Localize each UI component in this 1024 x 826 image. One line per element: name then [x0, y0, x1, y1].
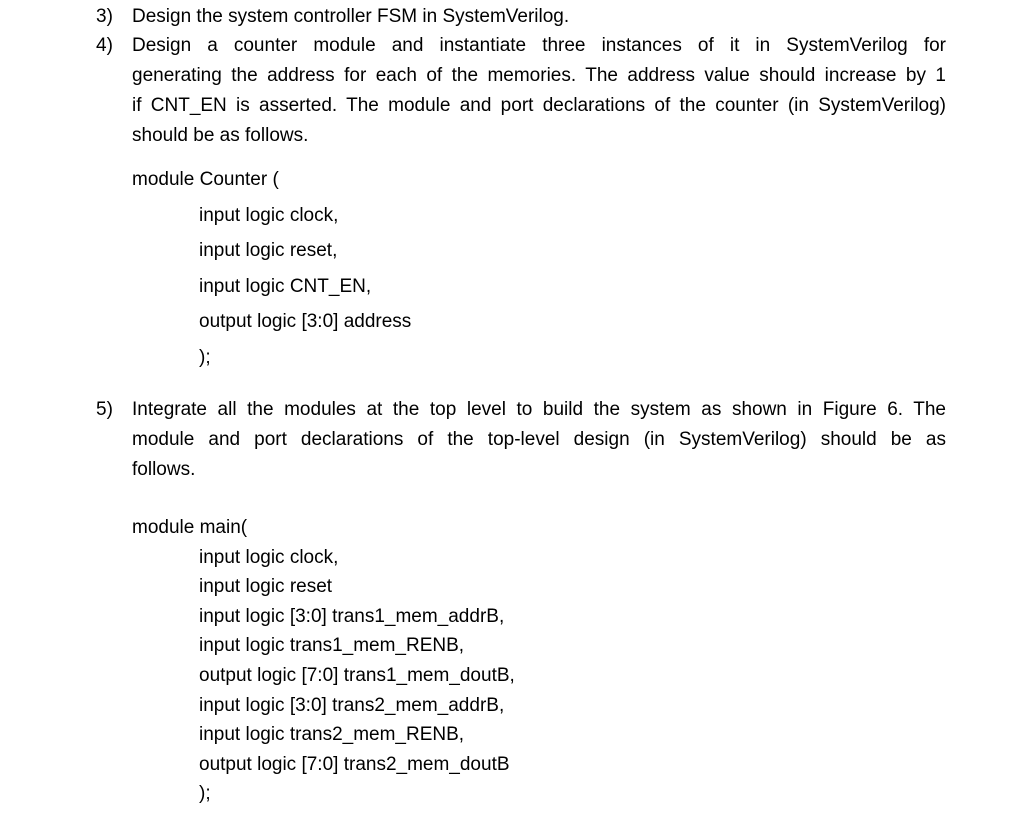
paragraph-line: module and port declarations of the top-level design (in SystemVerilog) should be as — [132, 429, 946, 450]
code-line: input logic clock, — [199, 546, 339, 568]
code-line: input logic [3:0] trans2_mem_addrB, — [199, 694, 505, 716]
item-text: Design the system controller FSM in SystemVerilog. — [132, 6, 570, 27]
item-number: 4) — [96, 35, 113, 56]
main-module-code — [132, 513, 515, 809]
code-line: input logic trans1_mem_RENB, — [199, 635, 465, 657]
paragraph-line: if CNT_EN is asserted. The module and port declarations of the counter (in SystemVerilog) — [132, 95, 946, 116]
paragraph-line: should be as follows. — [132, 125, 309, 146]
counter-module-code — [132, 162, 411, 375]
paragraph-line: Integrate all the modules at the top level to build the system as shown in Figure 6. The — [132, 399, 946, 420]
code-line: input logic trans2_mem_RENB, — [199, 724, 465, 746]
code-line: input logic clock, — [199, 204, 339, 226]
list-item-3 — [96, 2, 946, 32]
paragraph-line: Design a counter module and instantiate three instances of it in SystemVerilog for — [132, 35, 946, 56]
code-line: input logic [3:0] trans1_mem_addrB, — [199, 605, 505, 627]
item-number: 3) — [96, 6, 113, 27]
code-line: output logic [3:0] address — [199, 311, 412, 332]
code-line: ); — [199, 783, 211, 805]
code-line: ); — [199, 346, 211, 368]
code-line: module Counter ( — [132, 169, 279, 190]
item-number: 5) — [96, 399, 113, 420]
list-item-5 — [96, 395, 946, 485]
paragraph-line: generating the address for each of the memories. The address value should increase by 1 — [132, 65, 946, 86]
paragraph-line: follows. — [132, 459, 196, 480]
code-line: input logic reset — [199, 576, 333, 598]
code-line: input logic reset, — [199, 240, 338, 261]
code-line: output logic [7:0] trans2_mem_doutB — [199, 753, 510, 775]
code-line: module main( — [132, 517, 248, 538]
code-line: input logic CNT_EN, — [199, 275, 372, 297]
code-line: output logic [7:0] trans1_mem_doutB, — [199, 664, 515, 686]
list-item-4 — [96, 31, 946, 151]
